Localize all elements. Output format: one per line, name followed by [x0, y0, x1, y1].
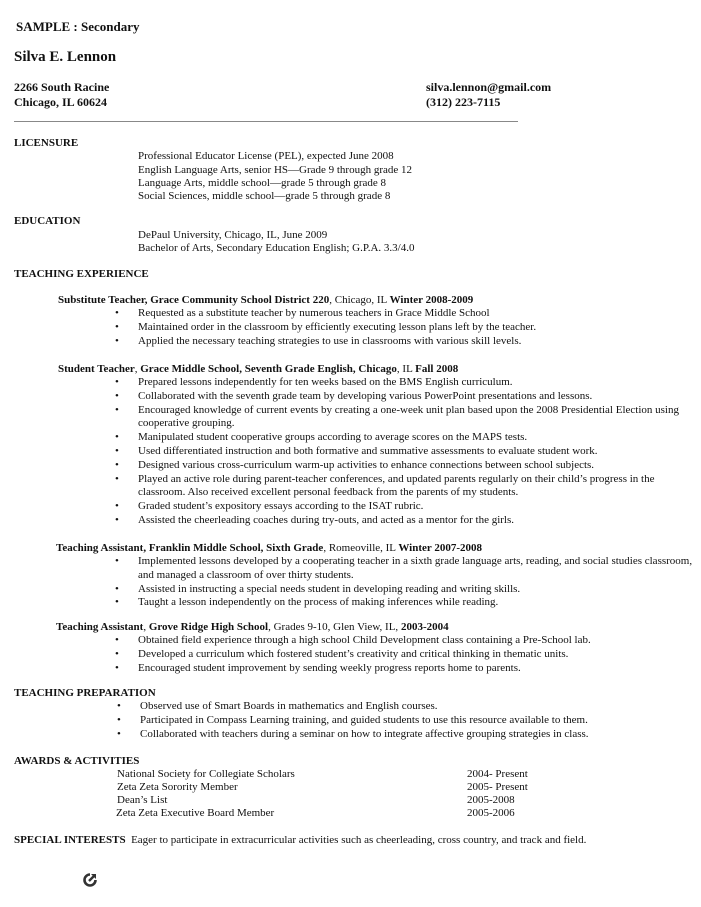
bullet-item: • Designed various cross-curriculum warm-up activities to enhance connections between school subjects. — [115, 459, 698, 473]
bullet-item: • Encouraged knowledge of current events by creating a one-week unit plan based upon the 2008 Presidential Election using cooperative grouping. — [115, 404, 698, 432]
bullet-item: • Assisted the cheerleading coaches during try-outs, and acted as a mentor for the girls. — [115, 514, 698, 528]
licensure-line: Professional Educator License (PEL), expected June 2008 — [138, 150, 394, 162]
job-bullets — [115, 307, 698, 348]
bullet-item: • Played an active role during parent-teacher conferences, and updated parents regularly on their child’s progress in the classroom. Also received excellent personal feedback from the parents of my students. — [115, 473, 698, 501]
preparation-bullets — [117, 700, 700, 741]
job-location: , Grades 9-10, Glen View, IL, — [268, 621, 401, 633]
interests-text: Eager to participate in extracurricular activities such as cheerleading, cross country, and track and field. — [131, 834, 587, 846]
address-line-2: Chicago, IL 60624 — [14, 95, 108, 109]
bullet-item: • Observed use of Smart Boards in mathematics and English courses. — [117, 700, 700, 714]
job-heading — [58, 362, 458, 376]
share-arrow-icon[interactable] — [82, 872, 98, 888]
award-name: Zeta Zeta Executive Board Member — [116, 807, 275, 819]
section-title-interests: SPECIAL INTERESTS — [14, 834, 126, 846]
bullet-item: • Implemented lessons developed by a cooperating teacher in a sixth grade language arts, reading, and social studies classroom, and managed a classroom of over thirty students. — [115, 555, 698, 583]
section-title-awards: AWARDS & ACTIVITIES — [14, 755, 140, 767]
job-date: Winter 2007-2008 — [398, 542, 482, 554]
candidate-name: Silva E. Lennon — [14, 49, 117, 65]
bullet-item: • Collaborated with teachers during a seminar on how to integrate affective grouping strategies in class. — [117, 728, 700, 742]
address-line-1: 2266 South Racine — [14, 80, 110, 94]
bullet-item: • Encouraged student improvement by sending weekly progress reports home to parents. — [115, 662, 698, 676]
section-title-experience: TEACHING EXPERIENCE — [14, 268, 149, 280]
job-bullets — [115, 555, 698, 610]
section-title-education: EDUCATION — [14, 215, 81, 227]
job-heading — [56, 620, 449, 634]
award-name: Dean’s List — [117, 794, 168, 806]
award-name: Zeta Zeta Sorority Member — [117, 781, 238, 793]
award-years: 2005-2008 — [467, 794, 515, 806]
job-employer: Grove Ridge High School — [148, 621, 269, 633]
licensure-line: English Language Arts, senior HS—Grade 9 through grade 12 — [138, 164, 413, 176]
bullet-item: • Developed a curriculum which fostered student’s creativity and critical thinking in thematic units. — [115, 648, 698, 662]
job-date: Winter 2008-2009 — [389, 294, 474, 306]
bullet-item: • Manipulated student cooperative groups according to average scores on the MAPS tests. — [115, 431, 698, 445]
bullet-item: • Maintained order in the classroom by efficiently executing lesson plans left by the teacher. — [115, 321, 698, 335]
job-title-employer: Teaching Assistant, Franklin Middle School, Sixth Grade — [56, 542, 324, 554]
special-interests — [14, 833, 586, 847]
section-title-preparation: TEACHING PREPARATION — [14, 687, 156, 699]
bullet-item: • Graded student’s expository essays according to the ISAT rubric. — [115, 500, 698, 514]
bullet-item: • Collaborated with the seventh grade team by developing various PowerPoint presentations and lessons. — [115, 390, 698, 404]
licensure-line: Language Arts, middle school—grade 5 through grade 8 — [138, 177, 387, 189]
job-bullets — [115, 376, 698, 528]
job-employer: Grace Middle School, Seventh Grade English, Chicago — [140, 363, 397, 375]
award-years: 2005- Present — [467, 781, 528, 793]
job-separator: , — [134, 363, 141, 375]
job-date: Fall 2008 — [415, 363, 459, 375]
job-title: Student Teacher — [58, 363, 135, 375]
job-heading — [58, 293, 473, 307]
bullet-item: • Assisted in instructing a special needs student in developing reading and writing skills. — [115, 583, 698, 597]
licensure-line: Social Sciences, middle school—grade 5 through grade 8 — [138, 190, 391, 202]
education-line: Bachelor of Arts, Secondary Education English; G.P.A. 3.3/4.0 — [138, 242, 415, 254]
bullet-item: • Participated in Compass Learning training, and guided students to use this resource available to them. — [117, 714, 700, 728]
job-bullets — [115, 634, 698, 675]
education-line: DePaul University, Chicago, IL, June 2009 — [138, 229, 328, 241]
bullet-item: • Obtained field experience through a high school Child Development class containing a Pre-School lab. — [115, 634, 698, 648]
award-name: National Society for Collegiate Scholars — [117, 768, 295, 780]
job-location: , Chicago, IL — [329, 294, 390, 306]
header-divider — [14, 121, 518, 122]
job-title-employer: Substitute Teacher, Grace Community School District 220 — [58, 294, 330, 306]
award-years: 2005-2006 — [467, 807, 515, 819]
bullet-item: • Applied the necessary teaching strategies to use in classrooms with various skill levels. — [115, 335, 698, 349]
job-location: , IL — [396, 363, 416, 375]
sample-label: SAMPLE : Secondary — [16, 19, 140, 34]
bullet-item: • Requested as a substitute teacher by numerous teachers in Grace Middle School — [115, 307, 698, 321]
award-years: 2004- Present — [467, 768, 528, 780]
section-title-licensure: LICENSURE — [14, 137, 79, 149]
phone: (312) 223-7115 — [426, 95, 501, 109]
bullet-item: • Prepared lessons independently for ten weeks based on the BMS English curriculum. — [115, 376, 698, 390]
job-date: 2003-2004 — [400, 621, 449, 633]
bullet-item: • Taught a lesson independently on the process of making inferences while reading. — [115, 596, 698, 610]
email: silva.lennon@gmail.com — [426, 80, 552, 94]
bullet-item: • Used differentiated instruction and both formative and summative assessments to evaluate student work. — [115, 445, 698, 459]
job-separator: , — [143, 621, 149, 633]
job-heading — [56, 541, 482, 555]
job-location: , Romeoville, IL — [323, 542, 399, 554]
job-title: Teaching Assistant — [56, 621, 144, 633]
